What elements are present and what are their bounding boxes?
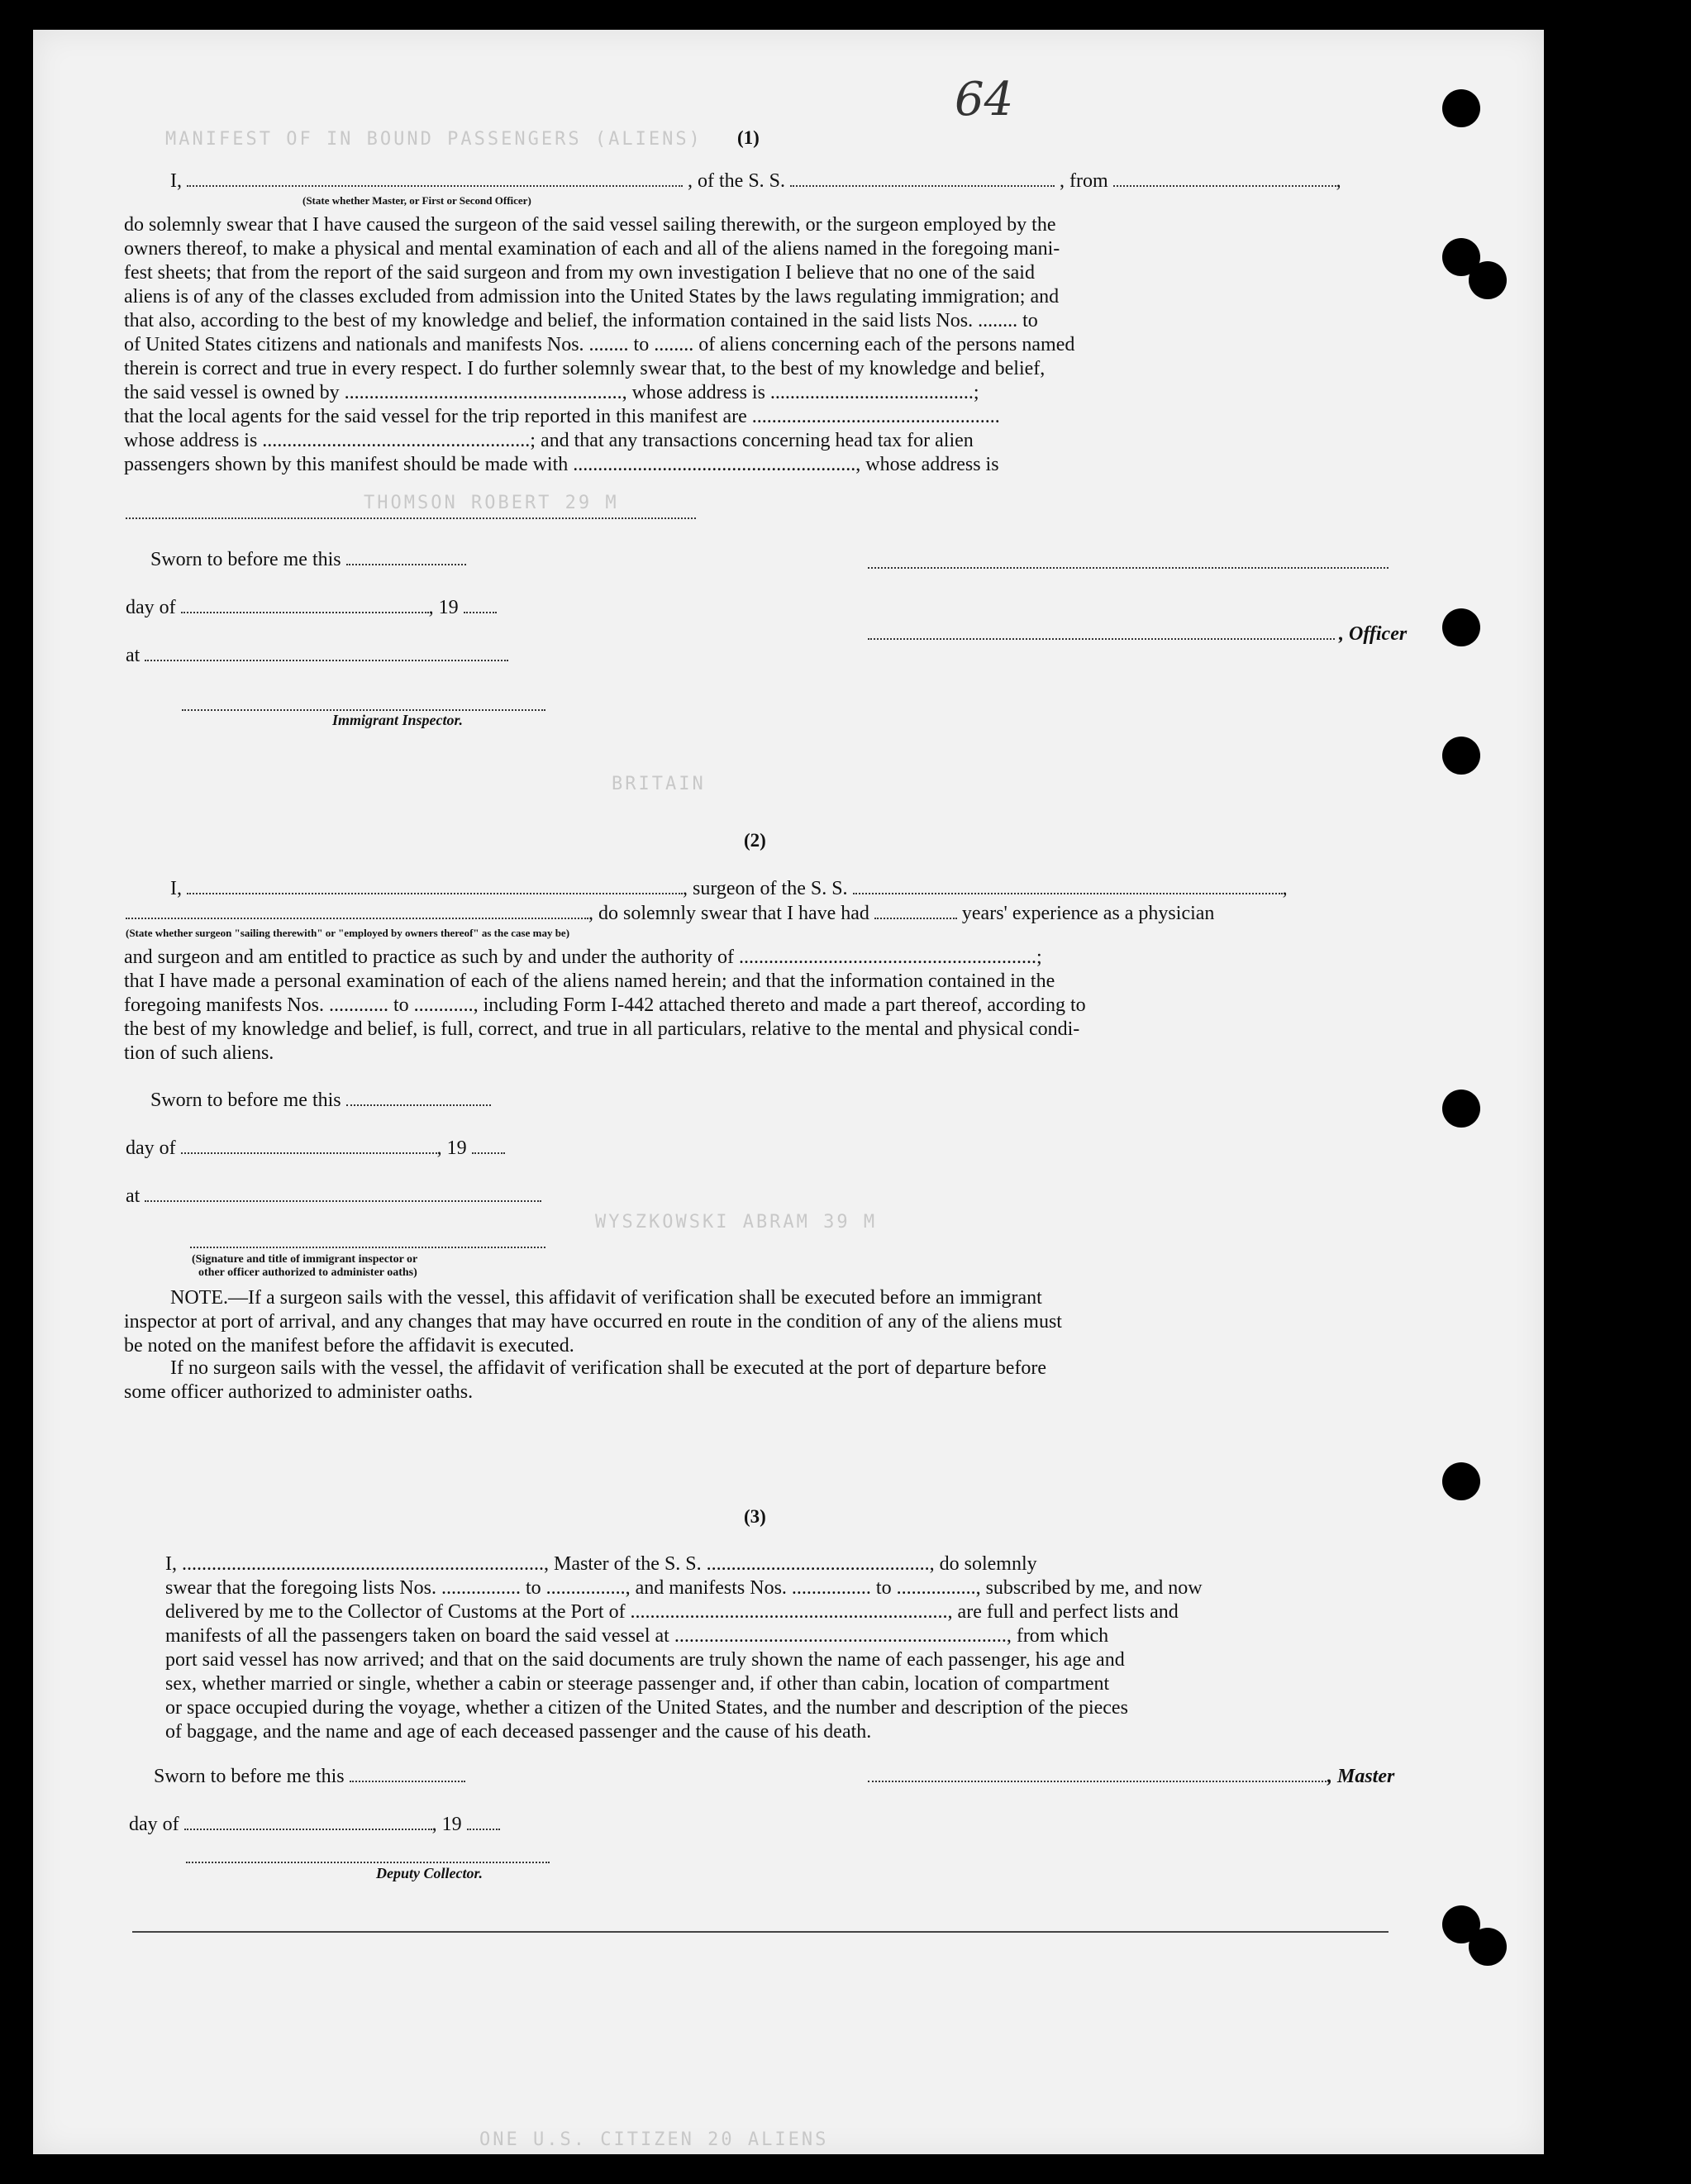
section-1-oath-line: I, , of the S. S. , from , — [170, 170, 1341, 192]
paragraph-line: that the local agents for the said vessel for the trip reported in this manifest are .................................................. — [124, 406, 1000, 427]
section-2-note-paragraph-2 — [124, 1357, 1422, 1404]
bleed-through-text: ONE U.S. CITIZEN 20 ALIENS — [479, 2129, 829, 2150]
section-1-number: (1) — [737, 127, 760, 148]
paragraph-line: be noted on the manifest before the affidavit is executed. — [124, 1335, 574, 1357]
section-2-day-of: day of , 19 — [126, 1137, 505, 1160]
punch-hole-4 — [1442, 608, 1480, 646]
paragraph-line: do solemnly swear that I have caused the surgeon of the said vessel sailing therewith, or the surgeon employed by the — [124, 214, 1056, 236]
paragraph-line: that I have made a personal examination of each of the aliens named herein; and that the information contained in the — [124, 970, 1055, 992]
section-2-signature-line[interactable] — [190, 1247, 545, 1248]
inspector-signature-line[interactable] — [182, 709, 545, 711]
section-3-paragraph — [165, 1552, 1422, 1744]
section-2-number: (2) — [744, 830, 766, 851]
section-1-paragraph — [124, 213, 1422, 477]
punch-hole-3 — [1469, 261, 1507, 299]
oath-lead: I, — [170, 170, 182, 192]
paragraph-line: that also, according to the best of my knowledge and belief, the information contained in the said lists Nos. ........ to — [124, 310, 1038, 331]
paragraph-line: I, ........................................................................., Master of the S. S. ............................................., do solemnly — [165, 1553, 1037, 1575]
section-1-day-of: day of , 19 — [126, 597, 497, 619]
bleed-through-text: WYSZKOWSKI ABRAM 39 M — [595, 1212, 878, 1233]
surgeon-status-field[interactable] — [126, 903, 588, 919]
bleed-through-text: THOMSON ROBERT 29 M — [364, 493, 619, 513]
day-month-field[interactable] — [181, 597, 429, 613]
vessel-name-field[interactable] — [790, 170, 1055, 187]
day-month-field-3[interactable] — [184, 1814, 432, 1830]
years-experience-field[interactable] — [874, 903, 957, 919]
section-3-sworn: Sworn to before me this — [154, 1766, 465, 1788]
paragraph-line: the said vessel is owned by ........................................................, whose address is .........................................; — [124, 382, 979, 403]
paragraph-line: passengers shown by this manifest should be made with ........................................................., whose address is — [124, 454, 999, 475]
section-3-master — [868, 1766, 1327, 1788]
at-place-field[interactable] — [145, 645, 508, 661]
paragraph-line: delivered by me to the Collector of Customs at the Port of ................................................................, are full and perfect lists and — [165, 1601, 1179, 1623]
section-1-sworn: Sworn to before me this — [150, 549, 466, 571]
paragraph-line: swear that the foregoing lists Nos. ................ to ................, and manifests Nos. ................ to ................, subscribed by me, and now — [165, 1577, 1203, 1599]
address-continuation-line[interactable] — [126, 517, 696, 519]
paragraph-line: manifests of all the passengers taken on board the said vessel at ..................................................................., from which — [165, 1625, 1109, 1647]
section-3-number: (3) — [744, 1506, 766, 1527]
paragraph-line: of baggage, and the name and age of each deceased passenger and the cause of his death. — [165, 1721, 872, 1743]
master-signature-field[interactable] — [868, 1766, 1327, 1782]
punch-hole-6 — [1442, 1090, 1480, 1128]
of-ss-label: , of the S. S. — [688, 170, 786, 192]
paragraph-line: inspector at port of arrival, and any changes that may have occurred en route in the condition of any of the aliens must — [124, 1311, 1062, 1333]
section-2-field-note: (State whether surgeon "sailing therewith" or "employed by owners thereof" as the case may be) — [126, 927, 570, 939]
bleed-through-text: BRITAIN — [612, 774, 706, 794]
immigrant-inspector-label: Immigrant Inspector. — [332, 712, 464, 728]
paragraph-line: aliens is of any of the classes excluded from admission into the United States by the laws regulating immigration; and — [124, 286, 1060, 308]
day-month-field-2[interactable] — [181, 1137, 437, 1154]
paragraph-line: fest sheets; that from the report of the said surgeon and from my own investigation I believe that no one of the said — [124, 262, 1035, 284]
surgeon-vessel-field[interactable] — [853, 878, 1283, 894]
officer-signature-top-line[interactable] — [868, 567, 1389, 569]
document-page — [33, 30, 1544, 2154]
paragraph-line: of United States citizens and nationals and manifests Nos. ........ to ........ of aliens concerning each of the persons named — [124, 334, 1075, 355]
paragraph-line: NOTE.—If a surgeon sails with the vessel, this affidavit of verification shall be executed before an immigrant — [170, 1287, 1042, 1309]
officer-label: , Officer — [1339, 623, 1408, 645]
sworn-date-field[interactable] — [346, 549, 466, 565]
at-place-field-2[interactable] — [145, 1185, 541, 1202]
paragraph-line: owners thereof, to make a physical and mental examination of each and all of the aliens named in the foregoing mani- — [124, 238, 1060, 260]
section-2-note-paragraph — [124, 1286, 1422, 1358]
from-label: , from — [1060, 170, 1108, 192]
paragraph-line: some officer authorized to administer oaths. — [124, 1381, 474, 1403]
deputy-collector-label: Deputy Collector. — [376, 1865, 483, 1881]
sworn-date-field-2[interactable] — [346, 1090, 491, 1106]
deputy-collector-signature-line[interactable] — [186, 1862, 550, 1863]
section-2-sworn: Sworn to before me this — [150, 1090, 491, 1112]
bleed-through-text: MANIFEST OF IN BOUND PASSENGERS (ALIENS) — [165, 129, 703, 150]
section-2-signature-note-2: other officer authorized to administer oaths) — [198, 1266, 417, 1279]
officer-signature-field[interactable] — [868, 623, 1335, 640]
handwritten-page-number: 64 — [955, 73, 1014, 126]
section-1-at: at — [126, 645, 508, 667]
paragraph-line: whose address is ......................................................; and that any transactions concerning head tax for alien — [124, 430, 974, 451]
paragraph-line: If no surgeon sails with the vessel, the affidavit of verification shall be executed at the port of departure before — [170, 1357, 1047, 1379]
year-field-2[interactable] — [472, 1137, 505, 1154]
bottom-rule — [132, 1931, 1389, 1933]
paragraph-line: foregoing manifests Nos. ............ to ............, including Form I-442 attached thereto and made a part thereof, according to — [124, 994, 1086, 1016]
paragraph-line: port said vessel has now arrived; and that on the said documents are truly shown the name of each passenger, his age and — [165, 1649, 1125, 1671]
master-label: , Master — [1327, 1766, 1395, 1787]
paragraph-line: tion of such aliens. — [124, 1042, 274, 1064]
year-field-3[interactable] — [467, 1814, 500, 1830]
year-field[interactable] — [464, 597, 497, 613]
section-1-field-note: (State whether Master, or First or Second Officer) — [302, 194, 531, 207]
sworn-date-field-3[interactable] — [350, 1766, 465, 1782]
section-3-day-of: day of , 19 — [129, 1814, 500, 1836]
section-2-line-1: I, , surgeon of the S. S. , — [170, 878, 1288, 899]
officer-name-field[interactable] — [187, 170, 683, 187]
punch-hole-9 — [1469, 1928, 1507, 1966]
paragraph-line: therein is correct and true in every respect. I do further solemnly swear that, to the best of my knowledge and belief, — [124, 358, 1046, 379]
section-1-officer — [868, 623, 1335, 646]
punch-hole-5 — [1442, 737, 1480, 775]
section-2-signature-note-1: (Signature and title of immigrant inspector or — [192, 1253, 418, 1266]
surgeon-name-field[interactable] — [187, 878, 683, 894]
paragraph-line: and surgeon and am entitled to practice as such by and under the authority of ............................................................; — [124, 947, 1042, 968]
section-2-at: at — [126, 1185, 541, 1208]
punch-hole-1 — [1442, 89, 1480, 127]
section-2-line-2: , do solemnly swear that I have had years' experience as a physician — [126, 903, 1214, 925]
paragraph-line: sex, whether married or single, whether a cabin or steerage passenger and, if other than cabin, location of compartment — [165, 1673, 1110, 1695]
paragraph-line: or space occupied during the voyage, whether a citizen of the United States, and the number and description of the pieces — [165, 1697, 1128, 1719]
from-port-field[interactable] — [1113, 170, 1336, 187]
section-2-paragraph — [124, 946, 1422, 1066]
paragraph-line: the best of my knowledge and belief, is full, correct, and true in all particulars, relative to the mental and physical condi- — [124, 1018, 1080, 1040]
punch-hole-7 — [1442, 1462, 1480, 1500]
